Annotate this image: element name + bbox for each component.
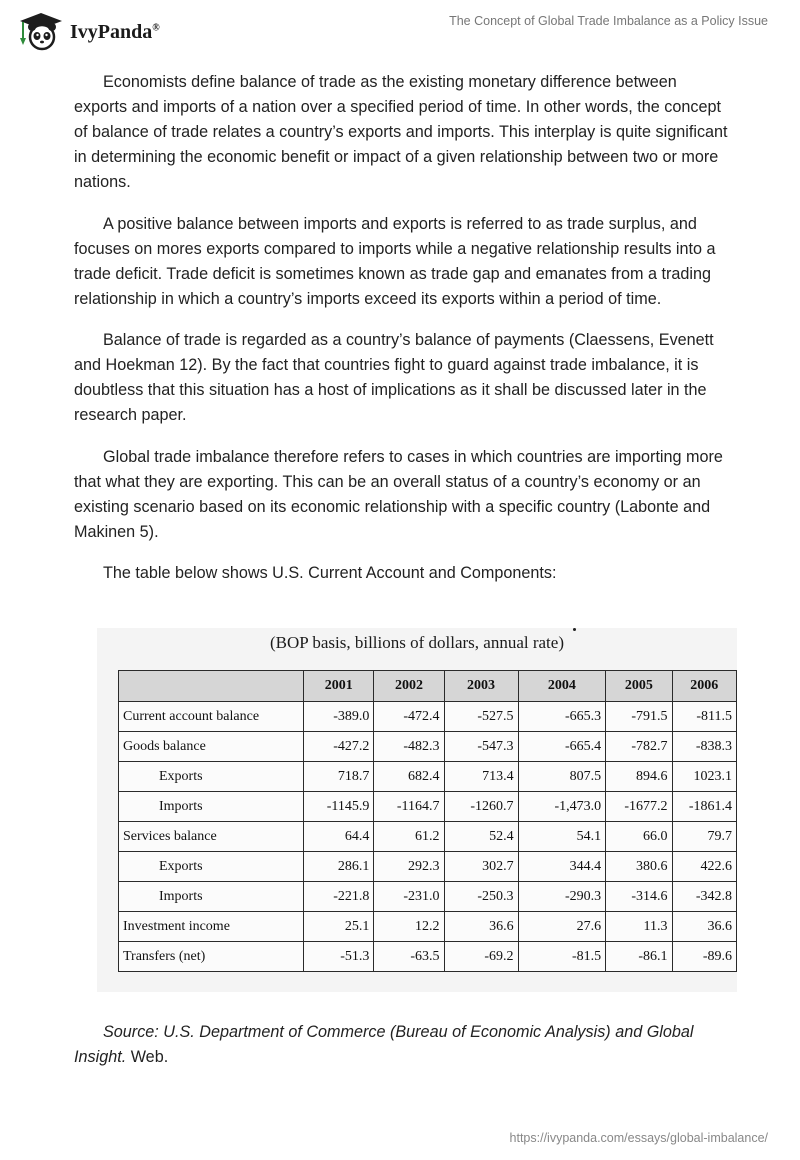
- value-cell: 807.5: [518, 762, 606, 792]
- row-label: Imports: [119, 882, 304, 912]
- year-header: 2006: [672, 671, 737, 702]
- value-cell: -81.5: [518, 942, 606, 972]
- value-cell: -250.3: [444, 882, 518, 912]
- value-cell: 66.0: [606, 822, 672, 852]
- value-cell: -89.6: [672, 942, 737, 972]
- value-cell: -1861.4: [672, 792, 737, 822]
- value-cell: -547.3: [444, 732, 518, 762]
- source-plain: Web.: [126, 1048, 169, 1066]
- paragraph: Economists define balance of trade as the existing monetary difference between exports and imports of a nation over a specified period of time. In other words, the concept of balance of trade relates a country’s exports and imports. This interplay is quite significant in determining the economic benefit or impact of a given relationship between two or more nations.: [74, 73, 728, 191]
- corner-cell: [119, 671, 304, 702]
- value-cell: 36.6: [444, 912, 518, 942]
- table-row: [119, 852, 737, 882]
- paragraph: Balance of trade is regarded as a country’s balance of payments (Claessens, Evenett and Hoekman 12). By the fact that countries fight to guard against trade imbalance, it is doubtless that this situation has a host of implications as it shall be discussed later in the research paper.: [74, 331, 714, 424]
- table-figure: [97, 628, 737, 992]
- scan-dot: [573, 628, 576, 631]
- value-cell: -665.3: [518, 702, 606, 732]
- value-cell: -63.5: [374, 942, 444, 972]
- value-cell: 11.3: [606, 912, 672, 942]
- year-header: 2004: [518, 671, 606, 702]
- table-row: [119, 882, 737, 912]
- value-cell: -791.5: [606, 702, 672, 732]
- value-cell: -1677.2: [606, 792, 672, 822]
- value-cell: 61.2: [374, 822, 444, 852]
- value-cell: -231.0: [374, 882, 444, 912]
- logo-text: IvyPanda®: [70, 20, 160, 43]
- value-cell: -1260.7: [444, 792, 518, 822]
- logo[interactable]: [18, 12, 160, 52]
- article-body: [74, 70, 734, 603]
- table-body: [119, 702, 737, 972]
- value-cell: -472.4: [374, 702, 444, 732]
- table-row: [119, 732, 737, 762]
- value-cell: 25.1: [304, 912, 374, 942]
- table-row: [119, 942, 737, 972]
- table-row: [119, 822, 737, 852]
- value-cell: -51.3: [304, 942, 374, 972]
- source-citation: [74, 1020, 734, 1070]
- table-row: [119, 912, 737, 942]
- row-label: Transfers (net): [119, 942, 304, 972]
- source-italic: Source: U.S. Department of Commerce (Bureau of Economic Analysis) and Global Insight.: [74, 1023, 694, 1066]
- year-header: 2003: [444, 671, 518, 702]
- value-cell: -811.5: [672, 702, 737, 732]
- table-intro: The table below shows U.S. Current Account and Components:: [103, 564, 557, 582]
- table-caption: (BOP basis, billions of dollars, annual rate): [270, 633, 564, 652]
- table-row: [119, 792, 737, 822]
- value-cell: 713.4: [444, 762, 518, 792]
- year-header: 2002: [374, 671, 444, 702]
- value-cell: -314.6: [606, 882, 672, 912]
- row-label: Exports: [119, 852, 304, 882]
- table-row: [119, 702, 737, 732]
- table-header-row: [119, 671, 737, 702]
- value-cell: 54.1: [518, 822, 606, 852]
- year-header: 2001: [304, 671, 374, 702]
- value-cell: 1023.1: [672, 762, 737, 792]
- value-cell: 12.2: [374, 912, 444, 942]
- bop-table: [118, 670, 737, 972]
- value-cell: -1164.7: [374, 792, 444, 822]
- value-cell: 718.7: [304, 762, 374, 792]
- value-cell: -290.3: [518, 882, 606, 912]
- value-cell: 302.7: [444, 852, 518, 882]
- value-cell: -342.8: [672, 882, 737, 912]
- value-cell: -838.3: [672, 732, 737, 762]
- value-cell: -389.0: [304, 702, 374, 732]
- value-cell: -665.4: [518, 732, 606, 762]
- value-cell: 292.3: [374, 852, 444, 882]
- row-label: Exports: [119, 762, 304, 792]
- value-cell: -86.1: [606, 942, 672, 972]
- value-cell: 52.4: [444, 822, 518, 852]
- value-cell: -69.2: [444, 942, 518, 972]
- row-label: Services balance: [119, 822, 304, 852]
- value-cell: 286.1: [304, 852, 374, 882]
- value-cell: 344.4: [518, 852, 606, 882]
- panda-graduate-icon: [18, 12, 64, 52]
- value-cell: -782.7: [606, 732, 672, 762]
- row-label: Imports: [119, 792, 304, 822]
- table-row: [119, 762, 737, 792]
- value-cell: -527.5: [444, 702, 518, 732]
- value-cell: 422.6: [672, 852, 737, 882]
- row-label: Current account balance: [119, 702, 304, 732]
- row-label: Goods balance: [119, 732, 304, 762]
- value-cell: -482.3: [374, 732, 444, 762]
- value-cell: 36.6: [672, 912, 737, 942]
- value-cell: 79.7: [672, 822, 737, 852]
- value-cell: 894.6: [606, 762, 672, 792]
- year-header: 2005: [606, 671, 672, 702]
- paragraph: A positive balance between imports and exports is referred to as trade surplus, and focuses on mores exports compared to imports while a negative relationship results into a trade deficit. Trade deficit is sometimes known as trade gap and emanates from a trading relationship in which a country’s imports exceed its exports within a period of time.: [74, 214, 716, 308]
- paragraph: Global trade imbalance therefore refers to cases in which countries are importing more that what they are exporting. This can be an overall status of a country’s economy or an existing scenario based on its economic relationship with a specific country (Labonte and Makinen 5).: [74, 447, 723, 541]
- value-cell: -427.2: [304, 732, 374, 762]
- footer-url-link[interactable]: https://ivypanda.com/essays/global-imbalance/: [509, 1131, 768, 1145]
- value-cell: 64.4: [304, 822, 374, 852]
- value-cell: 380.6: [606, 852, 672, 882]
- row-label: Investment income: [119, 912, 304, 942]
- value-cell: -221.8: [304, 882, 374, 912]
- value-cell: -1145.9: [304, 792, 374, 822]
- value-cell: 27.6: [518, 912, 606, 942]
- value-cell: 682.4: [374, 762, 444, 792]
- document-title: The Concept of Global Trade Imbalance as a Policy Issue: [449, 14, 768, 28]
- value-cell: -1,473.0: [518, 792, 606, 822]
